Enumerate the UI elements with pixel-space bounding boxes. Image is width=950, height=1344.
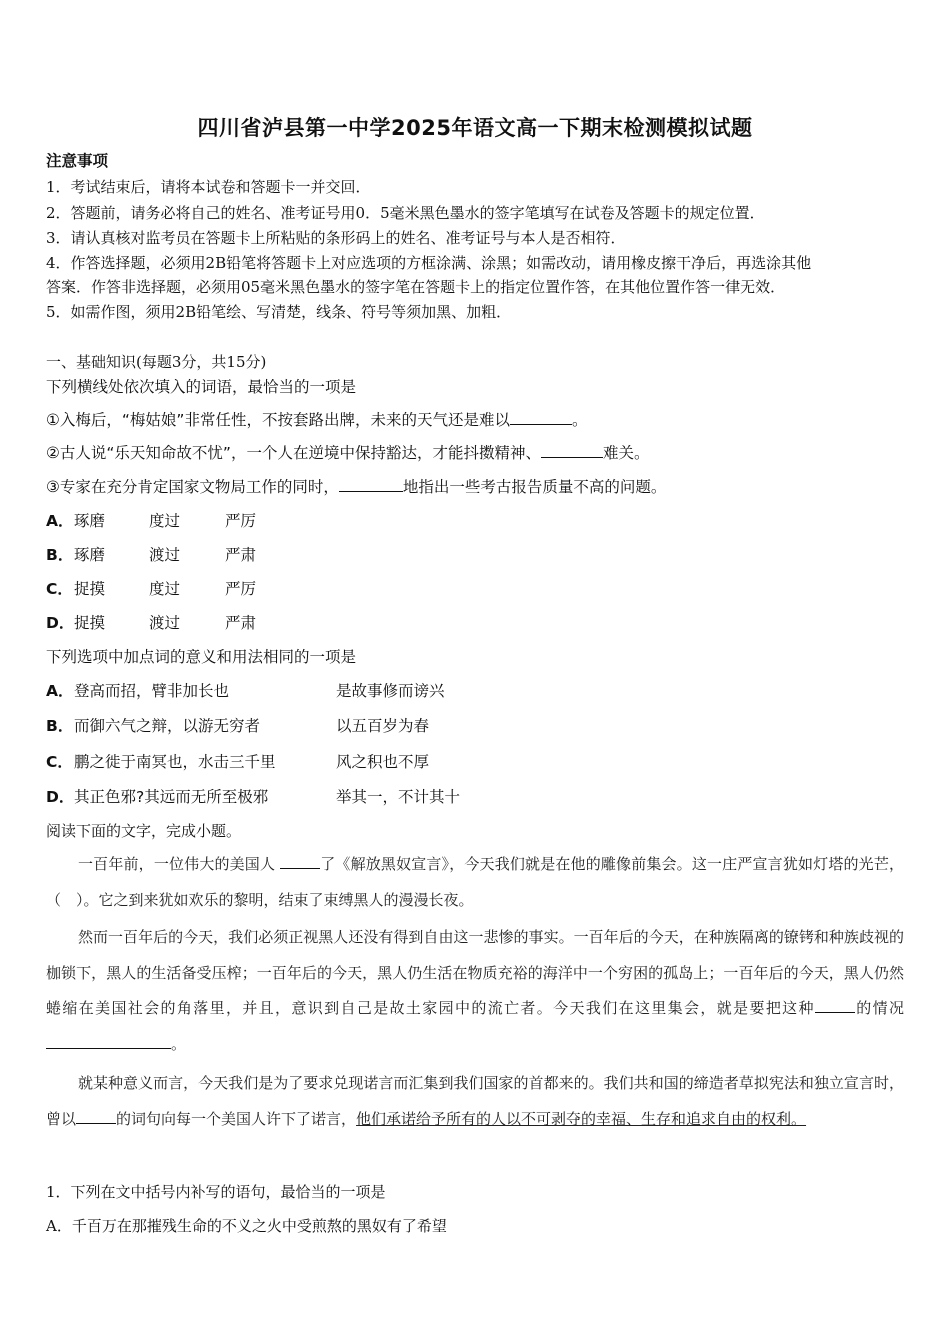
option-word: 渡过	[149, 614, 181, 632]
option-left: 而御六气之辩，以游无穷者	[74, 717, 261, 735]
option-b	[46, 545, 256, 565]
sentence-text: ②古人说“乐天知命故不忧”，一个人在逆境中保持豁达，才能抖擞精神、	[46, 444, 541, 462]
option-left: 鹏之徙于南冥也，水击三千里	[74, 753, 276, 771]
sentence-text: 地指出一些考古报告质量不高的问题。	[402, 478, 667, 496]
sentence-1	[46, 410, 587, 430]
option-left: 登高而招，臂非加长也	[74, 682, 230, 700]
option-word: 严厉	[225, 512, 257, 530]
option-label: C．	[46, 580, 73, 598]
option-right: 以五百岁为春	[336, 717, 430, 735]
option-label: C．	[46, 753, 73, 771]
reading-paragraph-2	[46, 920, 904, 1062]
sentence-text: 。	[571, 411, 588, 429]
option-label: A．	[46, 512, 74, 530]
underlined-text: 他们承诺给予所有的人以不可剥夺的幸福、生存和追求自由的权利。	[356, 1109, 807, 1128]
option-label: D．	[46, 614, 75, 632]
sentence-2	[46, 443, 649, 463]
answer-blank	[280, 854, 320, 869]
answer-blank	[510, 410, 572, 425]
option-c	[46, 579, 256, 599]
paragraph-text: 的词句向每一个美国人许下了诺言，	[116, 1109, 357, 1128]
page-title: 四川省泸县第一中学2025年语文高一下期末检测模拟试题	[197, 116, 753, 140]
notice-item: 3．请认真核对监考员在答题卡上所粘贴的条形码上的姓名、准考证号与本人是否相符．	[46, 229, 626, 247]
option-word: 捉摸	[74, 614, 106, 632]
reading-paragraph-1	[46, 847, 904, 918]
notice-item: 4．作答选择题，必须用2B铅笔将答题卡上对应选项的方框涂满、涂黑；如需改动，请用橡皮擦干净后，再选涂其他	[46, 254, 812, 272]
option-word: 琢磨	[74, 546, 106, 564]
section-heading: 一、基础知识(每题3分，共15分)	[46, 353, 267, 371]
option-a: A．千百万在那摧残生命的不义之火中受煎熬的黑奴有了希望	[46, 1217, 447, 1235]
question-stem: 下列选项中加点词的意义和用法相同的一项是	[46, 648, 357, 666]
question-stem: 下列横线处依次填入的词语，最恰当的一项是	[46, 378, 357, 396]
option-word: 度过	[149, 512, 181, 530]
reading-intro: 阅读下面的文字，完成小题。	[46, 822, 242, 840]
option-right: 是故事修而谤兴	[336, 682, 445, 700]
question-stem: 1．下列在文中括号内补写的语句，最恰当的一项是	[46, 1183, 386, 1201]
paragraph-text: 了《解放黑奴宣言》，今天我们就是在他的雕像前集会。这一庄严宣言犹如灯塔的光芒，（ ）。它之到来犹如欢乐的黎明，结束了束缚黑人的漫漫长夜。	[46, 855, 904, 909]
sentence-text: ③专家在充分肯定国家文物局工作的同时，	[46, 478, 339, 496]
option-c	[46, 752, 429, 772]
paragraph-text: 然而一百年后的今天，我们必须正视黑人还没有得到自由这一悲惨的事实。一百年后的今天，在种族隔离的镣铐和种族歧视的枷锁下，黑人的生活备受压榨；一百年后的今天，黑人仍生活在物质充裕的海洋中一个穷困的孤岛上；一百年后的今天，黑人仍然蜷缩在美国社会的角落里，并且，意识到自己是故土家园中的流亡者。今天我们在这里集会，就是要把这种	[46, 928, 904, 1017]
answer-blank	[339, 477, 403, 492]
option-word: 度过	[149, 580, 181, 598]
option-left: 其正色邪?其远而无所至极邪	[74, 788, 269, 806]
sentence-text: 难关。	[602, 444, 650, 462]
paragraph-text: 就某种意义而言，今天我们是为了要求兑现诺言而汇集到我们国家的首都来的。我们共和国的缔造者草拟宪法和独立宣言时，曾以	[46, 1074, 904, 1128]
answer-blank	[76, 1109, 116, 1124]
option-a	[46, 511, 256, 531]
option-right: 举其一，不计其十	[336, 788, 461, 806]
paragraph-text: 。	[171, 1034, 187, 1053]
option-word: 严肃	[225, 546, 257, 564]
notice-item: 答案．作答非选择题，必须用05毫米黑色墨水的签字笔在答题卡上的指定位置作答，在其他位置作答一律无效．	[46, 278, 786, 296]
reading-paragraph-3	[46, 1066, 904, 1137]
option-word: 严肃	[225, 614, 257, 632]
option-word: 严厉	[225, 580, 257, 598]
option-word: 渡过	[149, 546, 181, 564]
notice-heading: 注意事项	[46, 152, 109, 170]
notice-item: 2．答题前，请务必将自己的姓名、准考证号用0．5毫米黑色墨水的签字笔填写在试卷及答题卡的规定位置．	[46, 204, 765, 222]
answer-blank	[46, 1034, 171, 1049]
option-word: 琢磨	[74, 512, 106, 530]
option-right: 风之积也不厚	[336, 753, 430, 771]
option-d	[46, 613, 256, 633]
option-label: B．	[46, 546, 74, 564]
option-a	[46, 681, 445, 701]
option-label: D．	[46, 788, 75, 806]
notice-item: 1．考试结束后，请将本试卷和答题卡一并交回．	[46, 178, 371, 196]
option-label: A．	[46, 682, 74, 700]
option-label: B．	[46, 717, 74, 735]
option-b	[46, 716, 429, 736]
sentence-text: ①入梅后，“梅姑娘”非常任性，不按套路出牌，未来的天气还是难以	[46, 411, 510, 429]
answer-blank	[815, 998, 855, 1013]
paragraph-text: 一百年前，一位伟大的美国人	[78, 855, 281, 873]
answer-blank	[541, 443, 603, 458]
sentence-3	[46, 477, 666, 497]
paragraph-text: 的情况	[854, 999, 904, 1017]
notice-item: 5．如需作图，须用2B铅笔绘、写清楚，线条、符号等须加黑、加粗．	[46, 303, 512, 321]
option-d	[46, 787, 460, 807]
option-word: 捉摸	[74, 580, 106, 598]
